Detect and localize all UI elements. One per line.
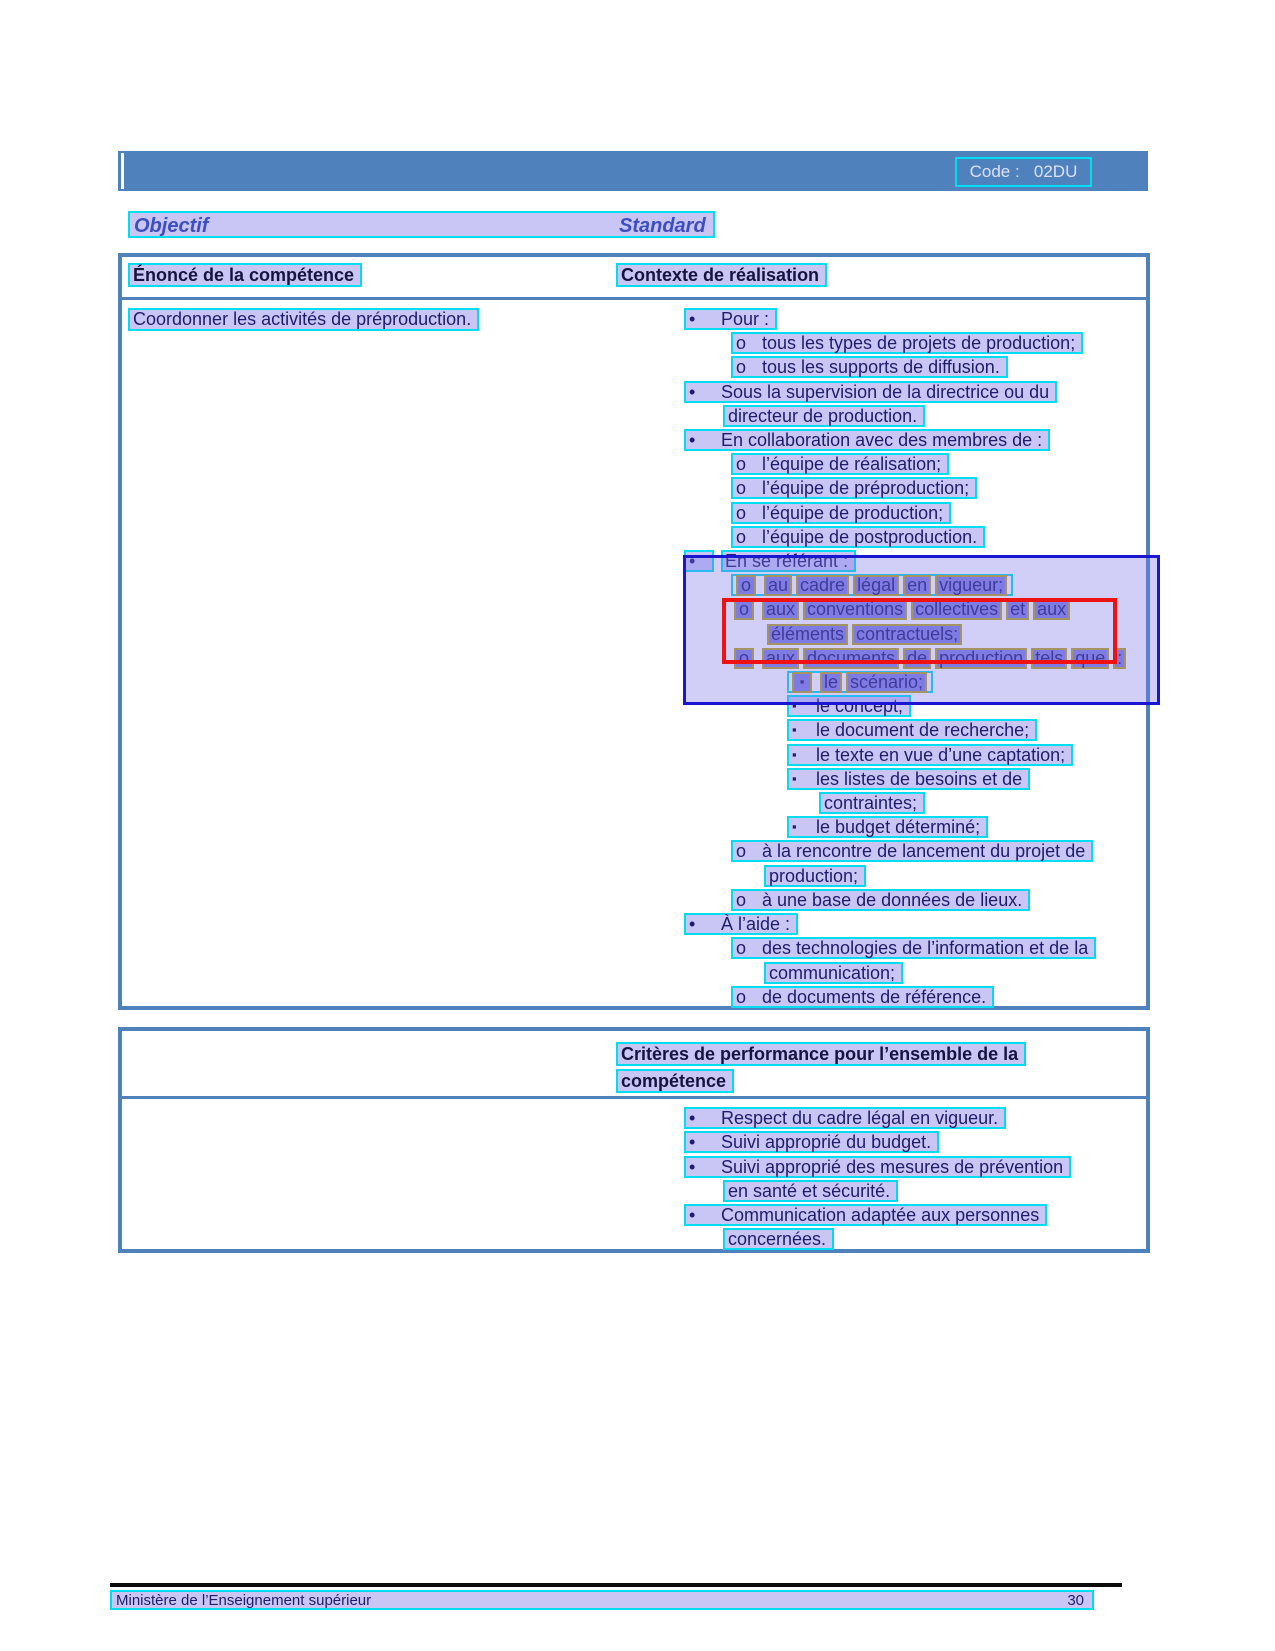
criteria-header-line2: compétence (616, 1069, 734, 1093)
footer-bar (110, 1590, 1094, 1610)
context-line: directeur de production. (723, 405, 925, 427)
criteria-header-line1: Critères de performance pour l’ensemble de la (616, 1042, 1026, 1066)
bullet-icon: o (736, 841, 747, 861)
context-line: ▪ le budget déterminé; (787, 816, 988, 838)
bullet-icon: ▪ (792, 698, 797, 713)
bullet-icon: o (736, 503, 747, 523)
header-separator (122, 297, 1146, 300)
context-line: o des technologies de l’information et de la (731, 937, 1096, 959)
context-line: • En collaboration avec des membres de : (684, 429, 1050, 451)
bullet-icon: o (736, 478, 747, 498)
context-line: o aux documents de production tels que : (731, 647, 1126, 669)
context-line: ▪ le scénario; (787, 671, 933, 693)
competence-table (118, 253, 1150, 1010)
footer-page-number: 30 (1067, 1591, 1084, 1609)
context-line: ▪ le concept; (787, 695, 911, 717)
context-line: production; (764, 865, 866, 887)
context-line: ▪ les listes de besoins et de (787, 768, 1030, 790)
criteria-line: concernées. (723, 1228, 834, 1250)
bullet-icon: o (734, 648, 754, 669)
col-header-contexte: Contexte de réalisation (616, 263, 827, 287)
bullet-icon: o (736, 938, 747, 958)
context-line: o de documents de référence. (731, 986, 994, 1008)
criteria-line: en santé et sécurité. (723, 1180, 898, 1202)
context-line: éléments contractuels; (764, 623, 962, 645)
bullet-icon: • (689, 309, 696, 329)
bullet-icon: ▪ (792, 722, 797, 737)
section-title-row (128, 211, 715, 238)
criteria-line: • Suivi approprié du budget. (684, 1131, 939, 1153)
header-bar (118, 151, 1148, 191)
bullet-icon: o (736, 357, 747, 377)
bullet-icon: ▪ (792, 672, 812, 693)
context-line: contraintes; (819, 792, 925, 814)
context-line: • À l’aide : (684, 913, 798, 935)
col-header-enonce: Énoncé de la compétence (128, 263, 362, 287)
context-line: ▪ le texte en vue d’une captation; (787, 744, 1073, 766)
criteria-line: • Communication adaptée aux personnes (684, 1204, 1047, 1226)
context-line: o au cadre légal en vigueur; (731, 574, 1013, 596)
bullet-icon: o (734, 599, 754, 620)
bullet-icon: o (736, 890, 747, 910)
bullet-icon: ▪ (792, 819, 797, 834)
bullet-icon: o (736, 987, 747, 1007)
bullet-icon: o (736, 454, 747, 474)
cursor-line (121, 153, 124, 189)
context-line: • Sous la supervision de la directrice ou du (684, 381, 1057, 403)
bullet-icon: ▪ (792, 771, 797, 786)
context-line: o aux conventions collectives et aux (731, 598, 1070, 620)
bullet-icon: ▪ (792, 747, 797, 762)
bullet-icon: o (736, 527, 747, 547)
context-line: o tous les types de projets de production; (731, 332, 1083, 354)
context-line: o tous les supports de diffusion. (731, 356, 1008, 378)
bullet-icon: • (689, 914, 696, 934)
context-line: o à la rencontre de lancement du projet de (731, 840, 1093, 862)
standard-title: Standard (619, 215, 706, 237)
bullet-icon: o (736, 575, 756, 596)
competence-statement: Coordonner les activités de préproduction. (128, 308, 479, 331)
footer-rule (110, 1583, 1122, 1587)
context-line: o l’équipe de postproduction. (731, 526, 985, 548)
criteria-line: • Respect du cadre légal en vigueur. (684, 1107, 1006, 1129)
bullet-icon: o (736, 333, 747, 353)
context-line: o à une base de données de lieux. (731, 889, 1030, 911)
context-line: • Pour : (684, 308, 777, 330)
context-line: o l’équipe de production; (731, 502, 951, 524)
context-line: • En se référant : (684, 550, 856, 572)
criteria-table (118, 1027, 1150, 1253)
bullet-icon: • (689, 1157, 696, 1177)
objectif-title: Objectif (134, 215, 209, 237)
context-line: o l’équipe de préproduction; (731, 477, 977, 499)
context-line: communication; (764, 962, 903, 984)
bullet-icon: • (689, 430, 696, 450)
bullet-icon: • (689, 1108, 696, 1128)
bullet-icon: • (689, 382, 696, 402)
bullet-icon: • (689, 1132, 696, 1152)
bullet-icon: • (684, 550, 714, 572)
code-badge: Code : 02DU (955, 157, 1092, 187)
context-line: o l’équipe de réalisation; (731, 453, 949, 475)
criteria-line: • Suivi approprié des mesures de prévention (684, 1156, 1071, 1178)
header-separator (122, 1096, 1146, 1099)
context-line: ▪ le document de recherche; (787, 719, 1037, 741)
footer-ministry: Ministère de l’Enseignement supérieur (116, 1591, 372, 1609)
bullet-icon: • (689, 1205, 696, 1225)
